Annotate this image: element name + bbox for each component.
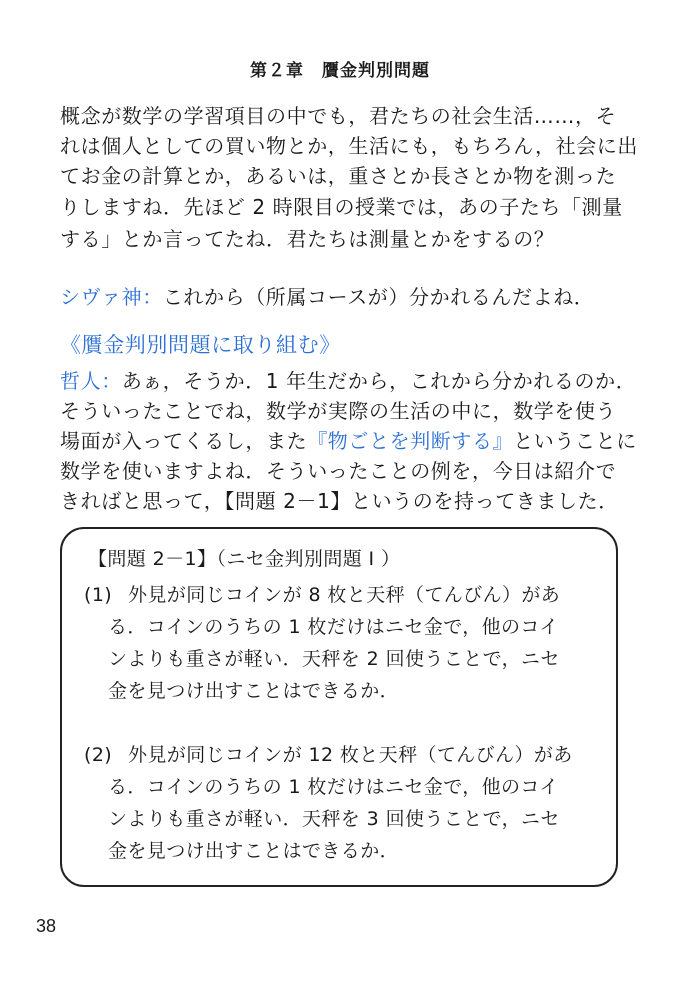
body-line: そういったことでね，数学が実際の生活の中に，数学を使う (60, 399, 617, 423)
body-line: りしますね．先ほど 2 時限目の授業では，あの子たち「測量 (60, 195, 623, 219)
body-line: れは個人としての買い物とか，生活にも，もちろん，社会に出 (60, 134, 638, 158)
problem-item-line: 外見が同じコインが 12 枚と天秤（てんびん）があ (128, 744, 573, 766)
problem-box (60, 527, 618, 887)
problem-item-line: ンよりも重さが軽い．天秤を 3 回使うことで，ニセ (108, 808, 560, 830)
body-text: ということに (513, 429, 637, 453)
problem-title: 【問題 2－1】（ニセ金判別問題 I ） (88, 548, 401, 570)
problem-item-line: る．コインのうちの 1 枚だけはニセ金で，他のコイ (108, 616, 559, 638)
dialogue-tetsujin (60, 366, 636, 396)
body-line: する」とか言ってたね．君たちは測量とかをするの？ (60, 227, 555, 251)
speaker-label-shiva: シヴァ神： (60, 285, 163, 309)
page-number: 38 (36, 916, 57, 936)
highlighted-quote: 『物ごとを判断する』 (307, 429, 514, 453)
chapter-title: 第２章 贋金判別問題 (250, 61, 430, 81)
dialogue-shiva (60, 282, 594, 312)
body-line: 概念が数学の学習項目の中でも，君たちの社会生活……，そ (60, 104, 617, 128)
problem-item-line: 金を見つけ出すことはできるか． (108, 840, 400, 862)
body-line: きればと思って，【問題 2－1】というのを持ってきました． (60, 489, 619, 513)
problem-item-line: る．コインのうちの 1 枚だけはニセ金で，他のコイ (108, 776, 559, 798)
body-line: てお金の計算とか，あるいは，重さとか長さとか物を測った (60, 164, 617, 188)
body-text: 場面が入ってくるし，また (60, 429, 308, 453)
problem-item-line: 外見が同じコインが 8 枚と天秤（てんびん）があ (128, 584, 561, 606)
body-line: 数学を使いますよね．そういったことの例を，今日は紹介で (60, 459, 617, 483)
speaker-label-tetsujin: 哲人： (60, 369, 122, 393)
problem-item-number: (2) (84, 744, 113, 766)
section-heading: 《贋金判別問題に取り組む》 (60, 333, 341, 357)
dialogue-text: あぁ，そうか．1 年生だから，これから分かれるのか． (121, 369, 637, 393)
problem-item-line: 金を見つけ出すことはできるか． (108, 680, 400, 702)
dialogue-text: これから（所属コースが）分かれるんだよね． (162, 285, 595, 309)
problem-item-number: (1) (84, 584, 113, 606)
body-line (60, 426, 637, 456)
problem-item-line: ンよりも重さが軽い．天秤を 2 回使うことで，ニセ (108, 648, 560, 670)
